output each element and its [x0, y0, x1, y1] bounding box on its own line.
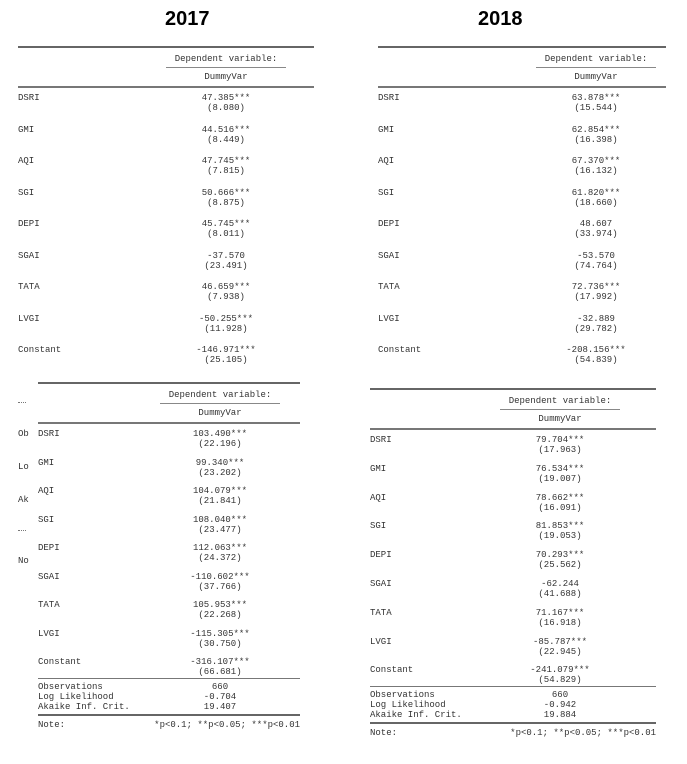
table-2018-model-2: [370, 388, 656, 758]
row-standard-error: (21.841): [198, 496, 242, 506]
row-coefficient: 67.370***: [571, 156, 621, 166]
header-rule: [18, 86, 314, 88]
row-variable-name: TATA: [18, 282, 40, 292]
row-standard-error: (8.011): [207, 229, 245, 239]
note-label: Note:: [38, 719, 66, 730]
row-variable-name: AQI: [38, 486, 55, 496]
row-variable-name: DEPI: [18, 219, 40, 229]
peek-label: Lo: [18, 462, 29, 472]
row-variable-name: SGAI: [38, 571, 60, 582]
row-standard-error: (15.544): [574, 103, 618, 113]
row-standard-error: (8.875): [207, 197, 245, 208]
row-standard-error: (33.974): [574, 229, 618, 239]
header-underline: [536, 67, 656, 68]
row-standard-error: (23.202): [198, 467, 242, 478]
note-label: Note:: [370, 728, 398, 739]
stat-value: -0.704: [203, 691, 237, 702]
row-standard-error: (22.945): [538, 646, 582, 657]
row-standard-error: (16.398): [574, 134, 618, 145]
stat-label: Log Likelihood: [38, 691, 114, 702]
heading-2017: 2017: [165, 8, 210, 30]
row-standard-error: (11.928): [204, 323, 248, 334]
row-variable-name: SGI: [38, 514, 55, 525]
peek-label: Ob: [18, 429, 29, 439]
top-rule: [38, 382, 300, 384]
row-variable-name: GMI: [370, 463, 387, 474]
row-variable-name: LVGI: [38, 628, 60, 639]
row-variable-name: TATA: [38, 600, 60, 610]
row-coefficient: 81.853***: [535, 521, 585, 532]
row-coefficient: 50.666***: [201, 187, 251, 198]
row-variable-name: LVGI: [378, 313, 400, 324]
dependent-variable-label: Dependent variable:: [168, 390, 272, 400]
row-coefficient: 70.293***: [535, 550, 585, 561]
row-standard-error: (23.491): [204, 260, 248, 271]
row-variable-name: TATA: [370, 607, 392, 618]
row-variable-name: GMI: [378, 124, 395, 135]
row-variable-name: LVGI: [370, 636, 392, 647]
dependent-name: DummyVar: [538, 414, 582, 424]
row-coefficient: 72.736***: [571, 282, 621, 292]
stat-value: 660: [551, 690, 569, 701]
row-standard-error: (17.963): [538, 445, 582, 455]
row-variable-name: AQI: [378, 156, 395, 166]
row-coefficient: 47.385***: [201, 93, 251, 103]
row-standard-error: (8.449): [207, 134, 245, 145]
row-standard-error: (54.839): [574, 355, 618, 365]
row-coefficient: 99.340***: [195, 457, 245, 468]
top-rule: [18, 46, 314, 48]
row-coefficient: -37.570: [207, 250, 245, 261]
row-variable-name: SGAI: [370, 579, 392, 589]
row-coefficient: 45.745***: [201, 219, 251, 229]
row-coefficient: 71.167***: [535, 607, 585, 618]
row-variable-name: GMI: [38, 457, 55, 468]
row-variable-name: Constant: [370, 665, 414, 676]
row-variable-name: SGAI: [18, 250, 40, 261]
row-coefficient: -53.570: [577, 250, 615, 261]
row-coefficient: 78.662***: [535, 492, 585, 503]
stat-value: -0.942: [543, 700, 577, 711]
header-underline: [160, 403, 280, 404]
row-standard-error: (66.681): [198, 667, 242, 677]
row-coefficient: -32.889: [577, 313, 615, 324]
header-underline: [500, 409, 620, 410]
stat-label: Observations: [370, 690, 435, 701]
peek-label: No: [18, 556, 29, 566]
header-rule: [378, 86, 666, 88]
row-standard-error: (22.268): [198, 610, 242, 620]
row-coefficient: -110.602***: [190, 571, 250, 582]
peek-label: Ak: [18, 495, 29, 505]
bottom-rule: [370, 722, 656, 724]
row-standard-error: (23.477): [198, 524, 242, 535]
row-standard-error: (19.053): [538, 531, 582, 542]
row-coefficient: -241.079***: [530, 665, 590, 676]
row-variable-name: DSRI: [378, 93, 400, 103]
row-standard-error: (24.372): [198, 553, 242, 563]
header-rule: [38, 422, 300, 424]
row-variable-name: DEPI: [378, 219, 400, 229]
row-variable-name: AQI: [18, 156, 35, 166]
row-variable-name: Constant: [378, 345, 422, 355]
row-coefficient: -85.787***: [532, 636, 587, 647]
table-2018-model-1: [378, 46, 666, 376]
row-variable-name: SGI: [18, 187, 35, 198]
row-variable-name: GMI: [18, 124, 35, 135]
stat-label: Akaike Inf. Crit.: [370, 710, 462, 721]
dependent-variable-label: Dependent variable:: [508, 396, 612, 406]
row-coefficient: -146.971***: [196, 345, 256, 355]
row-variable-name: AQI: [370, 492, 387, 503]
row-coefficient: 62.854***: [571, 124, 621, 135]
dependent-variable-label: Dependent variable:: [544, 54, 648, 64]
row-variable-name: DEPI: [370, 550, 392, 561]
row-variable-name: TATA: [378, 282, 400, 292]
dependent-variable-label: Dependent variable:: [174, 54, 278, 64]
row-variable-name: Constant: [18, 345, 62, 355]
stat-label: Observations: [38, 681, 103, 692]
hidden-stats-labels: [18, 380, 29, 578]
row-standard-error: (22.196): [198, 439, 242, 449]
row-variable-name: DEPI: [38, 543, 60, 553]
note-text: *p<0.1; **p<0.05; ***p<0.01: [510, 728, 656, 739]
row-coefficient: 112.063***: [192, 543, 247, 553]
row-variable-name: DSRI: [38, 429, 60, 439]
row-variable-name: DSRI: [370, 435, 392, 445]
row-coefficient: 105.953***: [192, 600, 247, 610]
row-standard-error: (25.562): [538, 560, 582, 571]
row-standard-error: (18.660): [574, 197, 618, 208]
row-standard-error: (41.688): [538, 589, 582, 599]
row-coefficient: 61.820***: [571, 187, 621, 198]
stats-rule: [370, 686, 656, 687]
row-variable-name: Constant: [38, 657, 82, 667]
row-standard-error: (30.750): [198, 638, 242, 649]
stat-value: 19.884: [543, 710, 577, 721]
row-coefficient: -316.107***: [190, 657, 250, 667]
header-rule: [370, 428, 656, 430]
row-variable-name: LVGI: [18, 313, 40, 324]
row-variable-name: SGAI: [378, 250, 400, 261]
row-standard-error: (19.007): [538, 473, 582, 484]
row-standard-error: (37.766): [198, 581, 242, 592]
stats-rule: [38, 678, 300, 679]
row-variable-name: SGI: [370, 521, 387, 532]
stat-value: 19.407: [203, 701, 237, 712]
row-coefficient: 79.704***: [535, 435, 585, 445]
stat-value: 660: [211, 681, 229, 692]
row-coefficient: 44.516***: [201, 124, 251, 135]
row-coefficient: -115.305***: [190, 628, 250, 639]
table-2017-model-2: [38, 382, 300, 752]
row-standard-error: (74.764): [574, 260, 618, 271]
top-rule: [370, 388, 656, 390]
header-underline: [166, 67, 286, 68]
note-text: *p<0.1; **p<0.05; ***p<0.01: [154, 719, 300, 730]
row-coefficient: 76.534***: [535, 463, 585, 474]
row-coefficient: 63.878***: [571, 93, 621, 103]
top-rule: [378, 46, 666, 48]
dependent-name: DummyVar: [198, 408, 242, 418]
row-standard-error: (16.918): [538, 617, 582, 628]
row-coefficient: -62.244: [541, 579, 579, 589]
row-standard-error: (8.080): [207, 103, 245, 113]
dependent-name: DummyVar: [204, 72, 248, 82]
row-standard-error: (7.815): [207, 166, 245, 176]
row-coefficient: 48.607: [579, 219, 613, 229]
row-coefficient: -50.255***: [198, 313, 253, 324]
row-variable-name: SGI: [378, 187, 395, 198]
stat-label: Akaike Inf. Crit.: [38, 701, 130, 712]
row-variable-name: DSRI: [18, 93, 40, 103]
row-coefficient: 103.490***: [192, 429, 247, 439]
row-standard-error: (17.992): [574, 292, 618, 302]
stat-label: Log Likelihood: [370, 700, 446, 711]
row-standard-error: (16.132): [574, 166, 618, 176]
row-coefficient: 104.079***: [192, 486, 247, 496]
row-coefficient: 47.745***: [201, 156, 251, 166]
heading-2018: 2018: [478, 8, 523, 30]
row-coefficient: 46.659***: [201, 282, 251, 292]
table-2017-model-1: [18, 46, 314, 376]
row-coefficient: -208.156***: [566, 345, 626, 355]
row-standard-error: (29.782): [574, 323, 618, 334]
row-coefficient: 108.040***: [192, 514, 247, 525]
row-standard-error: (25.105): [204, 355, 248, 365]
bottom-rule: [38, 714, 300, 716]
row-standard-error: (7.938): [207, 292, 245, 302]
row-standard-error: (54.829): [538, 675, 582, 686]
row-standard-error: (16.091): [538, 502, 582, 513]
dependent-name: DummyVar: [574, 72, 618, 82]
